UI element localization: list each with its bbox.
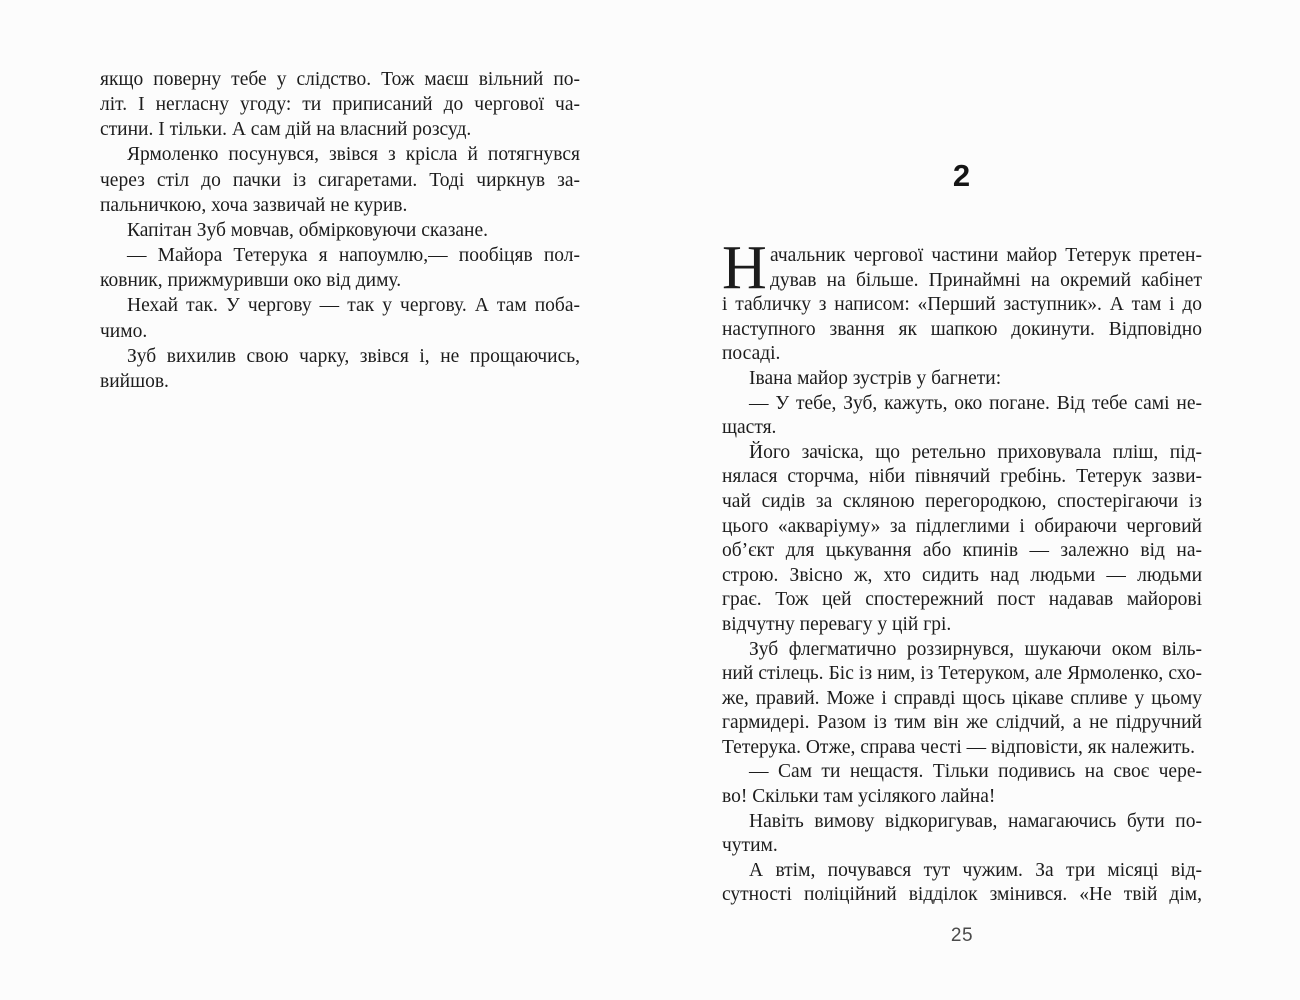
text-line: через стіл до пачки із сигаретами. Тоді чиркнув за-	[100, 169, 580, 191]
text-line: Його зачіска, що ретельно приховувала пліш, під-	[749, 441, 1202, 463]
text-line: цього «акваріуму» за підлеглими і обираючи черговий	[722, 515, 1202, 537]
paragraph	[100, 67, 580, 142]
paragraph	[722, 810, 1202, 859]
paragraph	[100, 243, 580, 293]
text-line: Ярмоленко посунувся, звівся з крісла й потягнувся	[127, 144, 580, 166]
text-line: пальничкою, хоча зазвичай не курив.	[100, 194, 408, 216]
text-line: А втім, почувався тут чужим. За три місяці від-	[749, 859, 1202, 881]
page-left	[100, 0, 580, 1000]
text-line: чимо.	[100, 320, 148, 342]
text-line: Івана майор зустрів у багнети:	[749, 367, 1002, 389]
text-line: літ. І негласну угоду: ти приписаний до чергової ча-	[100, 94, 580, 116]
text-line: Тетерука. Отже, справа честі — відповісти, як належить.	[722, 736, 1195, 758]
text-line: ний стілець. Біс із ним, із Тетеруком, але Ярмоленко, схо-	[722, 663, 1202, 685]
paragraph	[722, 441, 1202, 638]
paragraph	[100, 293, 580, 343]
text-line: наступного звання як шапкою докинути. Відповідно	[722, 318, 1202, 340]
text-line: і табличку з написом: «Перший заступник». А там і до	[722, 294, 1202, 316]
page-number: 25	[950, 925, 974, 946]
paragraph	[722, 367, 1202, 392]
paragraph	[100, 344, 580, 394]
paragraph	[100, 142, 580, 217]
text-line: чутим.	[722, 835, 778, 857]
text-line: об’єкт для цькування або кпинів — залежно від на-	[722, 540, 1202, 562]
text-line: нялася сторчма, ніби півнячий гребінь. Тетерук зазви-	[722, 466, 1202, 488]
drop-cap: Н	[722, 234, 767, 302]
chapter-number: 2	[952, 158, 972, 193]
text-line: Зуб вихилив свою чарку, звівся і, не прощаючись,	[127, 345, 580, 367]
text-line: — Сам ти нещастя. Тільки подивись на своє чере-	[749, 761, 1202, 783]
page-right	[722, 0, 1202, 1000]
text-line: ачальник чергової частини майор Тетерук претен-	[770, 245, 1202, 266]
text-line: чай сидів за скляною перегородкою, спостерігаючи із	[722, 490, 1202, 512]
paragraph	[722, 638, 1202, 761]
text-line: Зуб флегматично роззирнувся, шукаючи оком віль-	[749, 638, 1202, 660]
left-page-text	[100, 67, 580, 394]
text-line: ковник, прижмуривши око від диму.	[100, 270, 402, 292]
text-line: гармидері. Разом із тим він же слідчий, а не підручний	[722, 712, 1202, 734]
text-line: Капітан Зуб мовчав, обмірковуючи сказане.	[127, 219, 489, 241]
text-line: якщо поверну тебе у слідство. Тож маєш вільний по-	[100, 69, 580, 90]
paragraph	[722, 859, 1202, 908]
text-line: во! Скільки там усілякого лайна!	[722, 786, 996, 808]
text-line: стини. І тільки. А сам дій на власний розсуд.	[100, 119, 472, 141]
text-line: вийшов.	[100, 370, 169, 392]
text-line: Нехай так. У чергову — так у чергову. А там поба-	[127, 295, 580, 317]
text-line: сутності поліційний відділок змінився. «Не твій дім,	[722, 884, 1202, 906]
right-page-text	[722, 234, 1202, 908]
paragraph	[722, 760, 1202, 809]
text-line: же, правий. Може і справді щось цікаве спливе у цьому	[722, 687, 1202, 709]
paragraph	[722, 392, 1202, 441]
text-line: — Майора Тетерука я напоумлю,— пообіцяв пол-	[127, 245, 580, 267]
text-line: строю. Звісно ж, хто сидить над людьми — людьми	[722, 564, 1202, 586]
text-line: посаді.	[722, 343, 781, 365]
text-line: грає. Тож цей спостережний пост надавав майорові	[722, 589, 1202, 611]
text-line: дував на більше. Принаймні на окремий кабінет	[770, 269, 1202, 291]
text-line: щастя.	[722, 417, 777, 439]
text-line: відчутну перевагу у цій грі.	[722, 613, 952, 635]
text-line: Навіть вимову відкоригував, намагаючись бути по-	[749, 810, 1202, 832]
text-line: — У тебе, Зуб, кажуть, око погане. Від тебе самі не-	[749, 392, 1202, 414]
paragraph	[722, 234, 1202, 367]
paragraph	[100, 218, 580, 243]
